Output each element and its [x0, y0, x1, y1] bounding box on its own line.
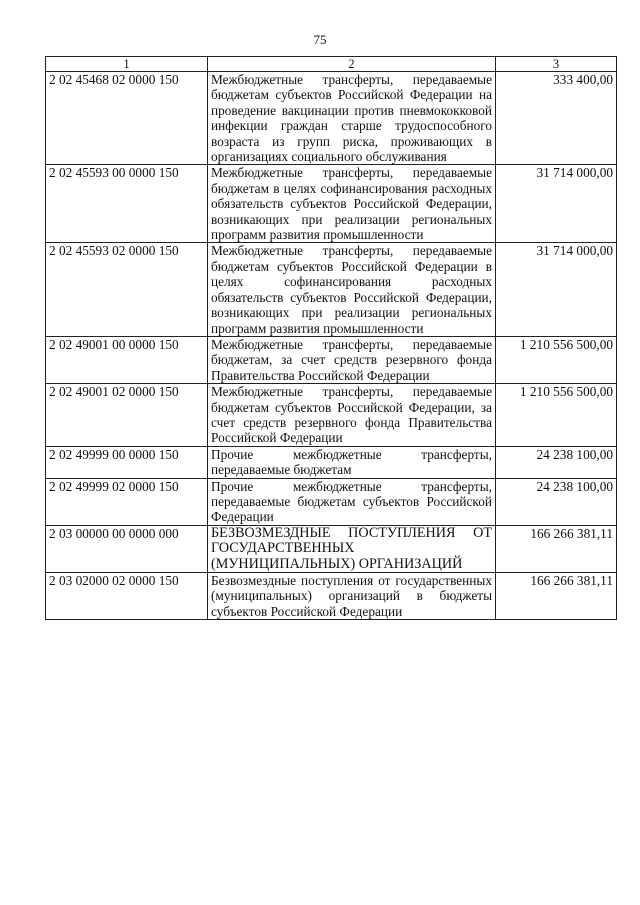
- classification-code: 2 02 45593 02 0000 150: [46, 243, 208, 336]
- revenue-name: БЕЗВОЗМЕЗДНЫЕ ПОСТУПЛЕНИЯ ОТ ГОСУДАРСТВЕННЫХ (МУНИЦИПАЛЬНЫХ) ОРГАНИЗАЦИЙ: [208, 525, 496, 572]
- revenue-name: Прочие межбюджетные трансферты, передаваемые бюджетам субъектов Российской Федерации: [208, 478, 496, 525]
- amount-value: 24 238 100,00: [496, 478, 617, 525]
- amount-value: 31 714 000,00: [496, 243, 617, 336]
- revenue-name: Межбюджетные трансферты, передаваемые бюджетам в целях софинансирования расходных обязательств субъектов Российской Федерации, возникающих при реализации региональных программ развития промышленности: [208, 165, 496, 243]
- amount-value: 31 714 000,00: [496, 165, 617, 243]
- table-row: [46, 573, 617, 620]
- amount-value: 333 400,00: [496, 72, 617, 165]
- amount-value: 1 210 556 500,00: [496, 384, 617, 447]
- revenue-name: Межбюджетные трансферты, передаваемые бюджетам субъектов Российской Федерации на проведение вакцинации против пневмококковой инфекции граждан старше трудоспособного возраста из групп риска, проживающих в организациях социального обслуживания: [208, 72, 496, 165]
- revenue-name: Прочие межбюджетные трансферты, передаваемые бюджетам: [208, 446, 496, 478]
- table-row: [46, 525, 617, 572]
- table-header-row: [46, 57, 617, 72]
- amount-value: 24 238 100,00: [496, 446, 617, 478]
- table-row: [46, 336, 617, 383]
- table-row: [46, 384, 617, 447]
- table-row: [46, 165, 617, 243]
- classification-code: 2 02 49999 02 0000 150: [46, 478, 208, 525]
- revenue-name: Межбюджетные трансферты, передаваемые бюджетам, за счет средств резервного фонда Правительства Российской Федерации: [208, 336, 496, 383]
- classification-code: 2 02 49001 02 0000 150: [46, 384, 208, 447]
- page-number: 75: [313, 32, 327, 47]
- classification-code: 2 02 45593 00 0000 150: [46, 165, 208, 243]
- table-row: [46, 478, 617, 525]
- column-header-2: 2: [208, 57, 496, 72]
- budget-table: [45, 56, 617, 620]
- classification-code: 2 02 49999 00 0000 150: [46, 446, 208, 478]
- column-header-1: 1: [46, 57, 208, 72]
- revenue-name: Межбюджетные трансферты, передаваемые бюджетам субъектов Российской Федерации в целях софинансирования расходных обязательств субъектов Российской Федерации, возникающих при реализации региональных программ развития промышленности: [208, 243, 496, 336]
- classification-code: 2 03 00000 00 0000 000: [46, 525, 208, 572]
- table-row: [46, 243, 617, 336]
- amount-value: 166 266 381,11: [496, 573, 617, 620]
- table-row: [46, 446, 617, 478]
- classification-code: 2 02 49001 00 0000 150: [46, 336, 208, 383]
- amount-value: 166 266 381,11: [496, 525, 617, 572]
- amount-value: 1 210 556 500,00: [496, 336, 617, 383]
- revenue-name: Безвозмездные поступления от государственных (муниципальных) организаций в бюджеты субъектов Российской Федерации: [208, 573, 496, 620]
- table-row: [46, 72, 617, 165]
- classification-code: 2 02 45468 02 0000 150: [46, 72, 208, 165]
- column-header-3: 3: [496, 57, 617, 72]
- revenue-name: Межбюджетные трансферты, передаваемые бюджетам субъектов Российской Федерации, за счет средств резервного фонда Правительства Российской Федерации: [208, 384, 496, 447]
- classification-code: 2 03 02000 02 0000 150: [46, 573, 208, 620]
